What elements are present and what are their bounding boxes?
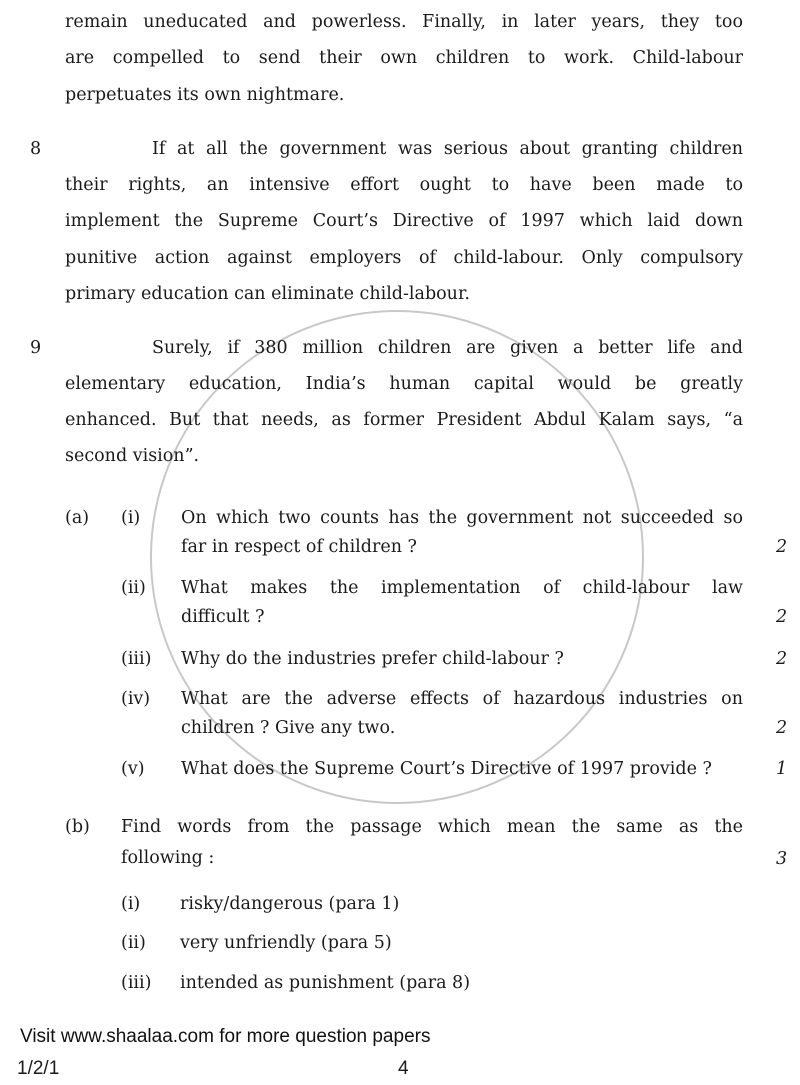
subq-number: (iii) xyxy=(121,649,152,669)
question-label: (b) xyxy=(65,817,90,837)
word-item-text: risky/dangerous (para 1) xyxy=(180,894,400,914)
subq-number: (v) xyxy=(121,759,145,779)
qb-text: Find words from the passage which mean the same as the xyxy=(121,817,743,837)
subq-text: far in respect of children ? xyxy=(181,537,417,557)
marks: 1 xyxy=(776,759,788,779)
para7-line: remain uneducated and powerless. Finally, in later years, they too xyxy=(65,12,743,32)
subq-number: (iv) xyxy=(121,689,151,709)
marks: 2 xyxy=(776,649,788,669)
word-item-number: (i) xyxy=(121,894,141,914)
visit-link-text: Visit www.shaalaa.com for more question papers xyxy=(20,1026,431,1047)
word-item-text: intended as punishment (para 8) xyxy=(180,973,471,993)
subq-text: children ? Give any two. xyxy=(181,718,396,738)
para9-line: second vision”. xyxy=(65,446,200,466)
marks: 2 xyxy=(776,607,788,627)
marks: 3 xyxy=(776,849,788,869)
marks: 2 xyxy=(776,537,788,557)
para9-line: Surely, if 380 million children are given a better life and xyxy=(152,338,743,358)
para7-line: perpetuates its own nightmare. xyxy=(65,85,345,105)
subq-text: difficult ? xyxy=(181,607,265,627)
subq-text: What are the adverse effects of hazardous industries on xyxy=(181,689,743,709)
para8-line: implement the Supreme Court’s Directive of 1997 which laid down xyxy=(65,211,743,231)
subq-number: (i) xyxy=(121,508,141,528)
para8-line: primary education can eliminate child-labour. xyxy=(65,284,470,304)
para8-line: If at all the government was serious about granting children xyxy=(152,139,743,159)
subq-text: What makes the implementation of child-labour law xyxy=(181,578,743,598)
word-item-number: (iii) xyxy=(121,973,152,993)
para8-line: punitive action against employers of child-labour. Only compulsory xyxy=(65,248,743,268)
subq-text: What does the Supreme Court’s Directive of 1997 provide ? xyxy=(181,759,712,779)
subq-text: On which two counts has the government not succeeded so xyxy=(181,508,743,528)
marks: 2 xyxy=(776,718,788,738)
question-label: (a) xyxy=(65,508,90,528)
para9-line: enhanced. But that needs, as former President Abdul Kalam says, “a xyxy=(65,410,743,430)
para9-line: elementary education, India’s human capital would be greatly xyxy=(65,374,743,394)
word-item-text: very unfriendly (para 5) xyxy=(180,933,392,953)
qb-text: following : xyxy=(121,848,215,868)
para-number: 8 xyxy=(30,139,42,159)
para8-line: their rights, an intensive effort ought to have been made to xyxy=(65,175,743,195)
word-item-number: (ii) xyxy=(121,933,146,953)
subq-number: (ii) xyxy=(121,578,146,598)
para-number: 9 xyxy=(30,338,42,358)
page-number: 4 xyxy=(398,1058,409,1079)
paper-code: 1/2/1 xyxy=(17,1058,60,1079)
subq-text: Why do the industries prefer child-labour ? xyxy=(181,649,564,669)
para7-line: are compelled to send their own children to work. Child-labour xyxy=(65,48,743,68)
